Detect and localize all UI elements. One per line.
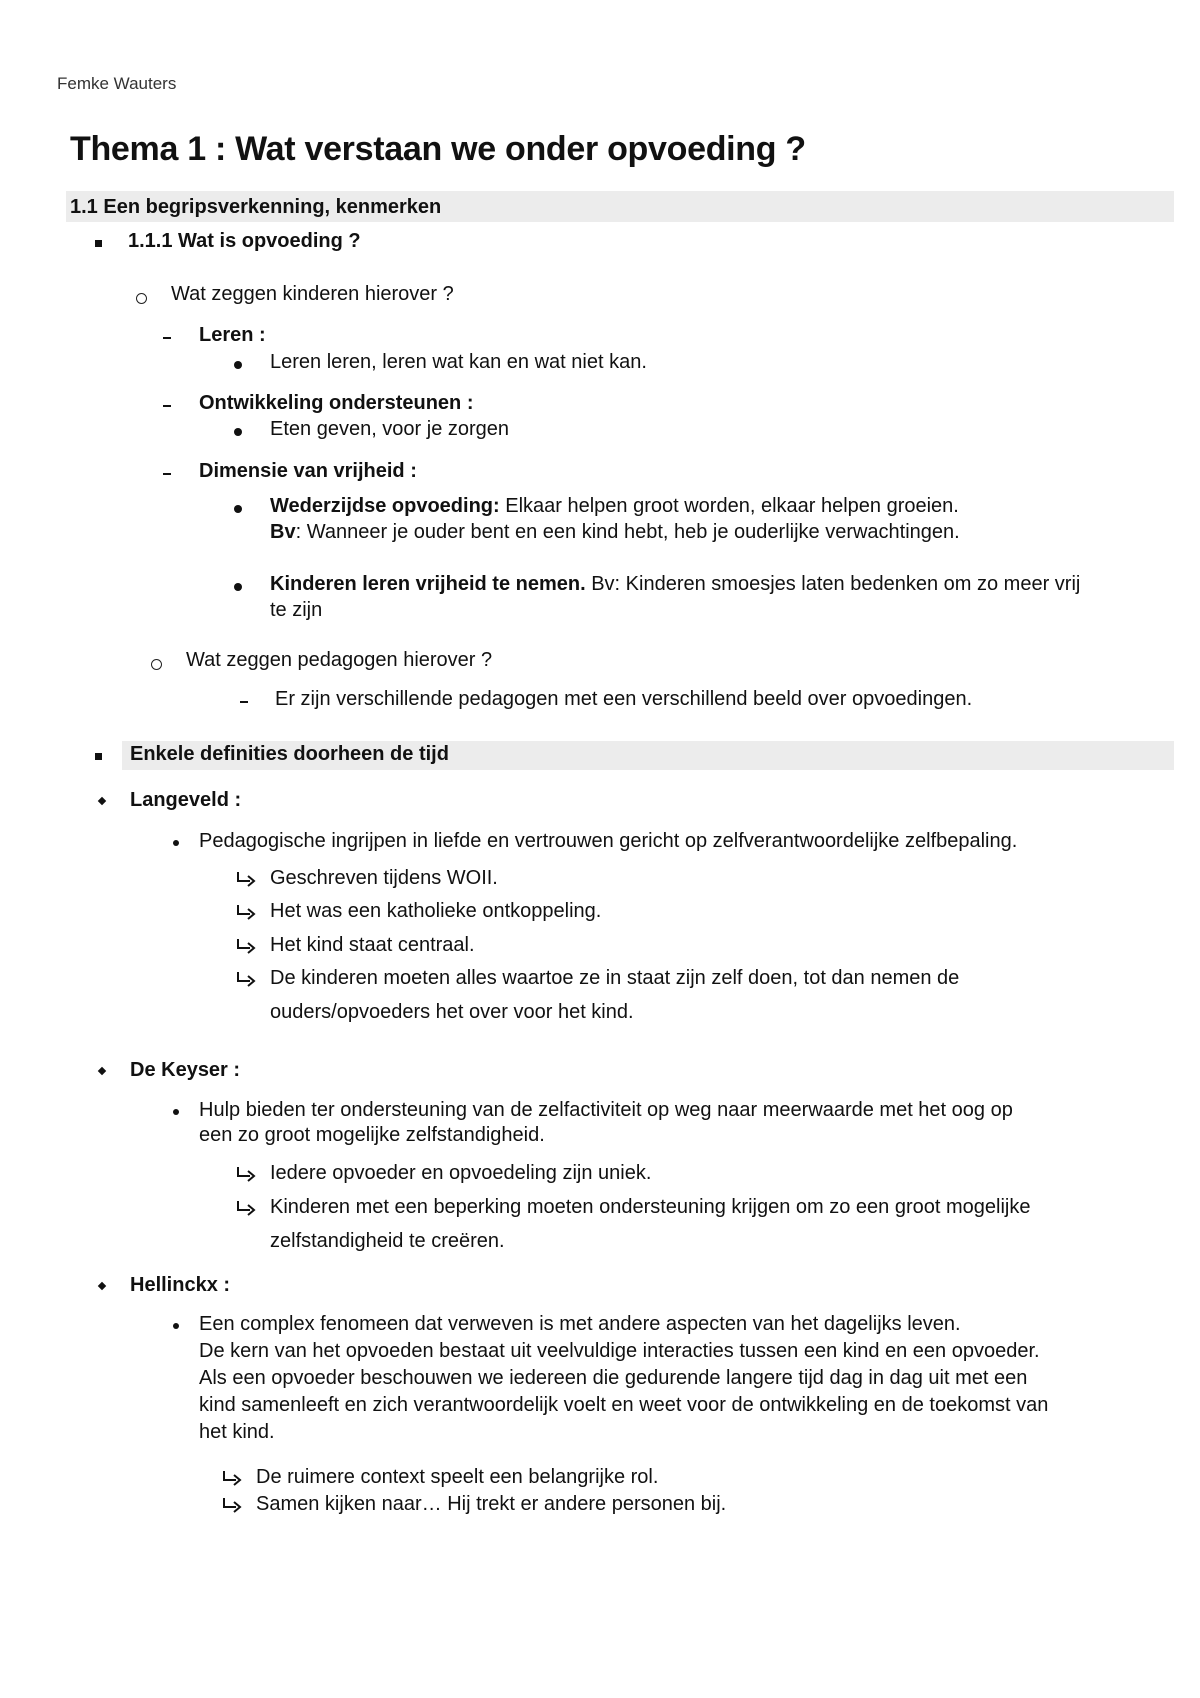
hellinckx-name: Hellinckx : — [130, 1274, 231, 1296]
langeveld-point: Het kind staat centraal. — [270, 934, 475, 956]
subsection-heading: 1.1.1 Wat is opvoeding ? — [128, 230, 361, 252]
kids-question: Wat zeggen kinderen hierover ? — [171, 283, 454, 305]
bv-label: Bv — [270, 521, 296, 543]
round-bullet-icon — [234, 428, 242, 436]
leren-heading: Leren : — [199, 324, 266, 346]
dekeyser-point: Kinderen met een beperking moeten ondersteuning krijgen om zo een groot mogelijke — [270, 1196, 1031, 1218]
dash-bullet-icon — [163, 405, 171, 407]
dash-bullet-icon — [163, 473, 171, 475]
leren-item: Leren leren, leren wat kan en wat niet kan. — [270, 351, 647, 373]
vrijheid-item-2-cont: te zijn — [270, 599, 323, 621]
vrijheid-item-2-term: Kinderen leren vrijheid te nemen. — [270, 573, 586, 595]
vrijheid-heading: Dimensie van vrijheid : — [199, 460, 417, 482]
author-name: Femke Wauters — [57, 74, 177, 93]
circle-bullet-icon — [136, 293, 147, 304]
circle-bullet-icon — [151, 659, 162, 670]
dekeyser-definition-line-2: een zo groot mogelijke zelfstandigheid. — [199, 1124, 545, 1146]
round-bullet-icon — [173, 1323, 179, 1329]
vrijheid-item-1-term: Wederzijdse opvoeding: — [270, 495, 500, 517]
round-bullet-icon — [234, 505, 242, 513]
hellinckx-point: De ruimere context speelt een belangrijke rol. — [256, 1466, 659, 1488]
arrow-bullet-icon — [235, 970, 257, 988]
hellinckx-definition-line: De kern van het opvoeden bestaat uit veelvuldige interacties tussen een kind en een opvoeder. — [199, 1340, 1040, 1362]
arrow-bullet-icon — [221, 1469, 243, 1487]
page-title: Thema 1 : Wat verstaan we onder opvoeding ? — [70, 130, 806, 168]
dekeyser-point-cont: zelfstandigheid te creëren. — [270, 1230, 505, 1252]
dekeyser-point: Iedere opvoeder en opvoedeling zijn uniek. — [270, 1162, 652, 1184]
langeveld-point: Het was een katholieke ontkoppeling. — [270, 900, 602, 922]
diamond-bullet-icon — [98, 1282, 106, 1290]
arrow-bullet-icon — [235, 870, 257, 888]
vrijheid-item-1-example-text: : Wanneer je ouder bent en een kind hebt, heb je ouderlijke verwachtingen. — [295, 521, 960, 543]
hellinckx-definition-line: het kind. — [199, 1421, 275, 1443]
arrow-bullet-icon — [235, 903, 257, 921]
langeveld-name: Langeveld : — [130, 789, 242, 811]
dekeyser-name: De Keyser : — [130, 1059, 241, 1081]
round-bullet-icon — [173, 1109, 179, 1115]
vrijheid-item-1-example — [270, 521, 960, 544]
vrijheid-item-1 — [270, 495, 959, 518]
arrow-bullet-icon — [235, 937, 257, 955]
langeveld-point: Geschreven tijdens WOII. — [270, 867, 498, 889]
ontwikkeling-item: Eten geven, voor je zorgen — [270, 418, 510, 440]
hellinckx-definition-line: Een complex fenomeen dat verweven is met andere aspecten van het dagelijks leven. — [199, 1313, 961, 1335]
arrow-bullet-icon — [221, 1496, 243, 1514]
section-heading: 1.1 Een begripsverkenning, kenmerken — [70, 196, 442, 218]
hellinckx-point: Samen kijken naar… Hij trekt er andere personen bij. — [256, 1493, 727, 1515]
hellinckx-definition-line: Als een opvoeder beschouwen we iedereen die gedurende langere tijd dag in dag uit met een — [199, 1367, 1028, 1389]
vrijheid-item-2 — [270, 573, 1080, 596]
square-bullet-icon — [95, 240, 102, 247]
arrow-bullet-icon — [235, 1165, 257, 1183]
langeveld-point: De kinderen moeten alles waartoe ze in staat zijn zelf doen, tot dan nemen de — [270, 967, 960, 989]
pedagogen-question: Wat zeggen pedagogen hierover ? — [186, 649, 493, 671]
round-bullet-icon — [173, 840, 179, 846]
definitions-heading: Enkele definities doorheen de tijd — [130, 743, 449, 765]
hellinckx-definition-line: kind samenleeft en zich verantwoordelijk voelt en weet voor de ontwikkeling en de toekomst van — [199, 1394, 1049, 1416]
langeveld-definition: Pedagogische ingrijpen in liefde en vertrouwen gericht op zelfverantwoordelijke zelfbepaling. — [199, 830, 1018, 852]
diamond-bullet-icon — [98, 797, 106, 805]
dash-bullet-icon — [163, 337, 171, 339]
arrow-bullet-icon — [235, 1199, 257, 1217]
vrijheid-item-1-text: Elkaar helpen groot worden, elkaar helpen groeien. — [499, 495, 959, 517]
dekeyser-definition-line-1: Hulp bieden ter ondersteuning van de zelfactiviteit op weg naar meerwaarde met het oog op — [199, 1099, 1013, 1121]
diamond-bullet-icon — [98, 1067, 106, 1075]
round-bullet-icon — [234, 583, 242, 591]
langeveld-point-cont: ouders/opvoeders het over voor het kind. — [270, 1001, 634, 1023]
ontwikkeling-heading: Ontwikkeling ondersteunen : — [199, 392, 474, 414]
vrijheid-item-2-text: Bv: Kinderen smoesjes laten bedenken om zo meer vrij — [585, 573, 1081, 595]
square-bullet-icon — [95, 753, 102, 760]
dash-bullet-icon — [240, 701, 248, 703]
round-bullet-icon — [234, 361, 242, 369]
pedagogen-item: Er zijn verschillende pedagogen met een verschillend beeld over opvoedingen. — [275, 688, 973, 710]
